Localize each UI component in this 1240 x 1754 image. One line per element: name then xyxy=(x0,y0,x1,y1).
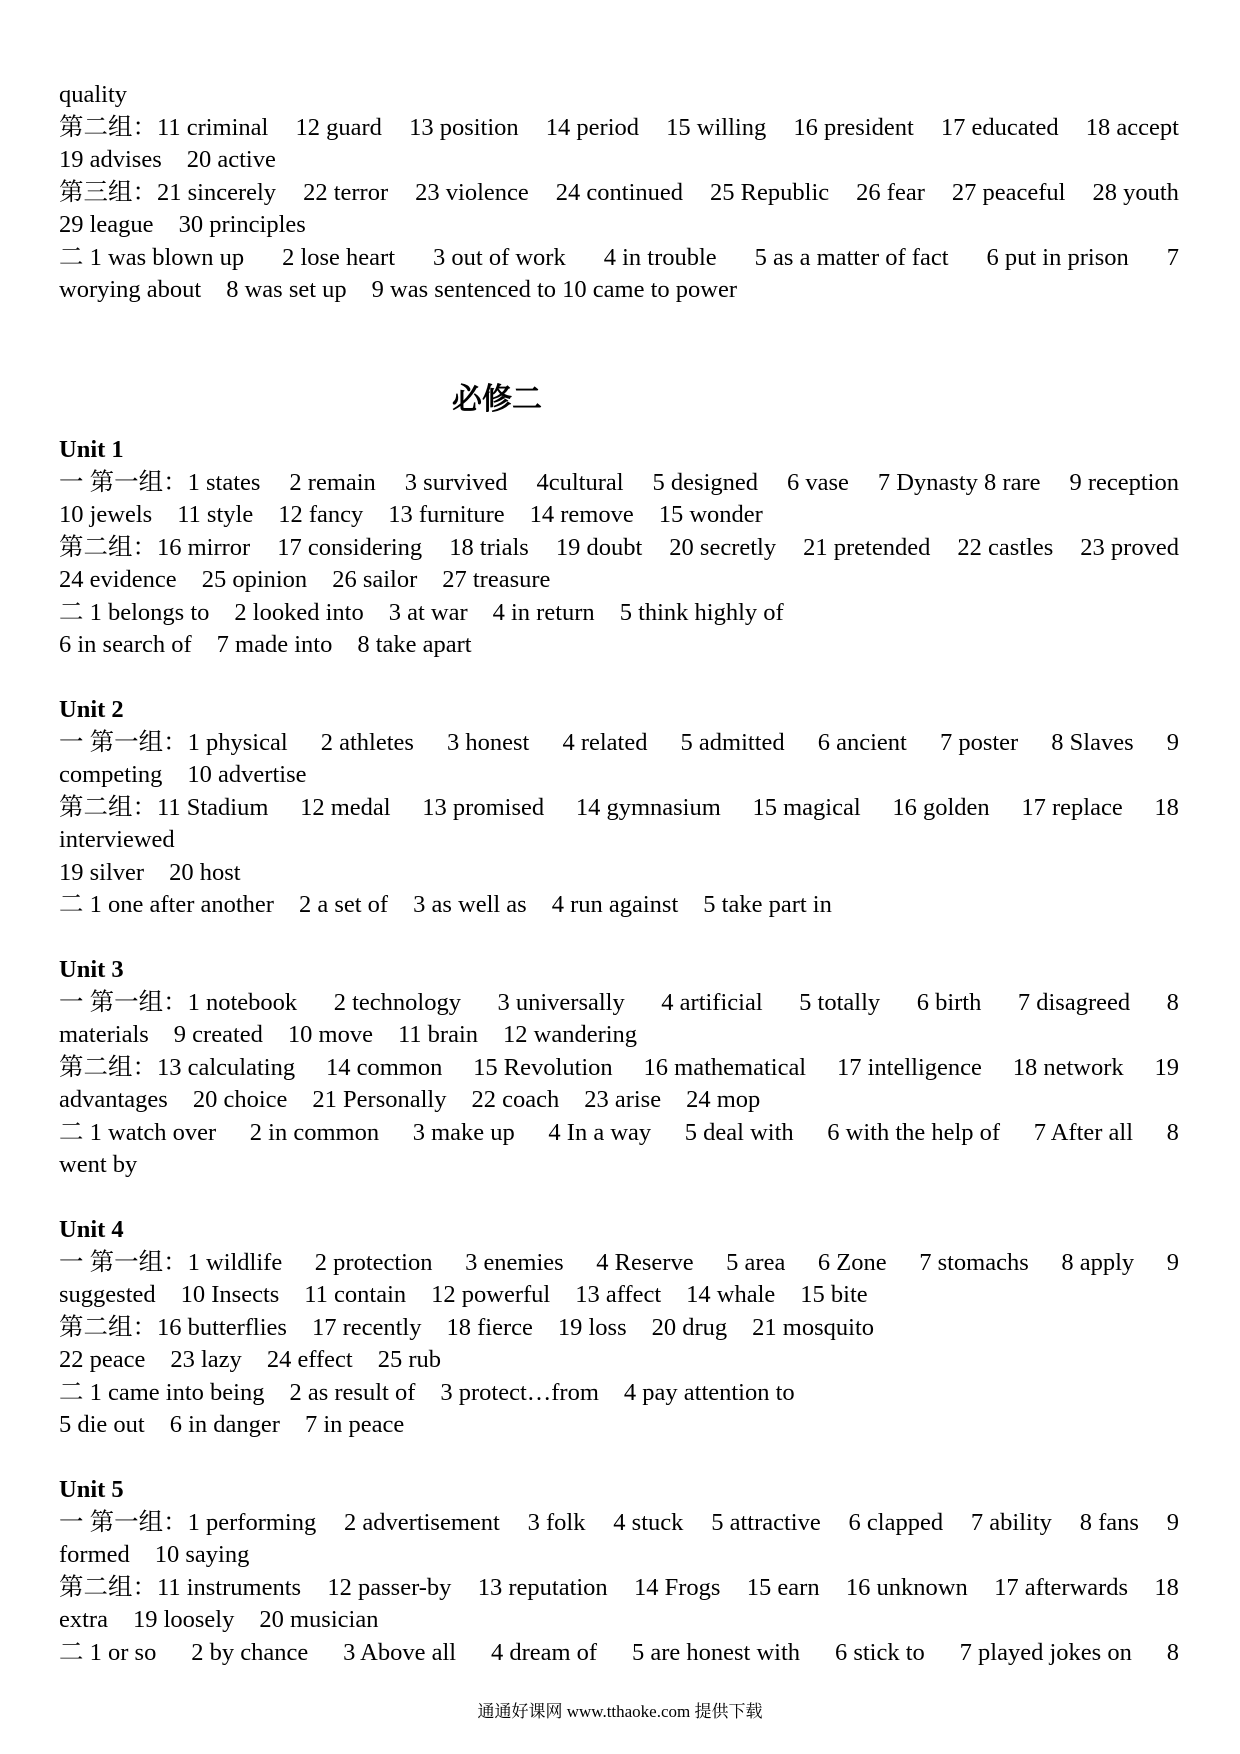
answer-entry: 18 xyxy=(1154,793,1179,821)
answer-entry: 16 mathematical xyxy=(643,1053,807,1081)
answer-entry: 24 mop xyxy=(686,1086,761,1113)
answer-entry: 8 fans xyxy=(1079,1508,1139,1536)
answer-entry: 11 style xyxy=(177,501,254,528)
text-line xyxy=(59,1117,1179,1150)
answer-entry: 9 created xyxy=(173,1021,263,1048)
text-line xyxy=(59,857,1179,890)
text-line xyxy=(59,1572,1179,1605)
answer-entry: 2 in common xyxy=(249,1118,380,1146)
answer-entry: 18 fierce xyxy=(446,1313,533,1341)
text-line xyxy=(59,759,1179,792)
answer-entry: 8 xyxy=(1166,1638,1179,1666)
answer-entry: 5 admitted xyxy=(680,728,785,756)
text-line xyxy=(59,274,1179,307)
text-line xyxy=(59,467,1179,500)
text-line xyxy=(59,1019,1179,1052)
answer-entry: 6 Zone xyxy=(817,1248,887,1276)
answer-entry: 6 vase xyxy=(786,468,849,496)
page-footer: 通通好课网 www.tthaoke.com 提供下载 xyxy=(477,1702,763,1721)
answer-entry: 5 think highly of xyxy=(619,598,784,626)
text-line xyxy=(59,79,1179,112)
answer-entry: 9 xyxy=(1166,1248,1179,1276)
answer-entry: 18 network xyxy=(1012,1053,1124,1081)
answer-entry: 17 considering xyxy=(277,533,423,561)
answer-entry: 22 terror xyxy=(303,178,389,206)
answer-entry: 2 a set of xyxy=(298,891,389,918)
text-line xyxy=(59,1344,1179,1377)
answer-entry: 12 medal xyxy=(300,793,391,821)
text-line xyxy=(59,1377,1179,1410)
answer-entry: 8 xyxy=(1166,1118,1179,1146)
answer-entry: 3 make up xyxy=(412,1118,515,1146)
answer-entry: 二 1 was blown up xyxy=(59,243,245,271)
answer-entry: 第二组：16 mirror xyxy=(59,533,251,561)
answer-entry: 第二组：11 Stadium xyxy=(59,793,269,821)
answer-entry: 13 affect xyxy=(575,1281,662,1308)
answer-entry: 9 xyxy=(1166,1508,1179,1536)
answer-entry: 23 lazy xyxy=(170,1346,242,1373)
answer-entry: 2 protection xyxy=(314,1248,433,1276)
answer-entry: 一 第一组：1 performing xyxy=(59,1508,317,1536)
text-line xyxy=(59,564,1179,597)
answer-entry: 第二组：13 calculating xyxy=(59,1053,296,1081)
answer-entry: 5 deal with xyxy=(684,1118,794,1146)
answer-entry: 23 violence xyxy=(415,178,529,206)
answer-entry: 11 brain xyxy=(397,1021,479,1048)
answer-entry: 4 related xyxy=(562,728,648,756)
answer-entry: 一 第一组：1 physical xyxy=(59,728,288,756)
answer-entry: 15 magical xyxy=(752,793,861,821)
text-line xyxy=(59,1409,1179,1442)
answer-entry: advantages xyxy=(59,1086,168,1113)
answer-entry: 27 treasure xyxy=(442,566,551,593)
text-line xyxy=(59,112,1179,145)
unit-title: Unit 5 xyxy=(59,1476,124,1503)
answer-entry: 第二组：16 butterflies xyxy=(59,1313,287,1341)
unit-section xyxy=(59,1474,1179,1669)
answer-entry: 22 peace xyxy=(59,1346,146,1373)
text-line xyxy=(59,209,1179,242)
answer-entry: 二 1 one after another xyxy=(59,891,274,918)
answer-entry: 6 in danger xyxy=(169,1411,280,1438)
answer-entry: 5 designed xyxy=(652,468,759,496)
answer-entry: 4 run against xyxy=(551,891,679,918)
text-line xyxy=(59,1149,1179,1182)
answer-entry: 4 Reserve xyxy=(596,1248,694,1276)
answer-entry: 16 president xyxy=(793,113,914,141)
answer-entry: 3 survived xyxy=(404,468,508,496)
answer-entry: 13 promised xyxy=(422,793,545,821)
text-line xyxy=(59,727,1179,760)
answer-entry: 4 pay attention to xyxy=(623,1378,795,1406)
answer-entry: 18 trials xyxy=(449,533,529,561)
answer-entry: 19 doubt xyxy=(555,533,643,561)
answer-entry: 8 take apart xyxy=(357,631,472,658)
answer-entry: extra xyxy=(59,1606,108,1633)
answer-entry: 22 coach xyxy=(471,1086,560,1113)
text-line xyxy=(59,1637,1179,1670)
answer-entry: 4 dream of xyxy=(490,1638,598,1666)
answer-entry: 二 1 came into being xyxy=(59,1378,265,1406)
answer-entry: 17 replace xyxy=(1021,793,1123,821)
answer-entry: 5 attractive xyxy=(711,1508,821,1536)
answer-entry: 3 as well as xyxy=(413,891,527,918)
answer-entry: 7 in peace xyxy=(304,1411,405,1438)
answer-entry: competing xyxy=(59,761,163,788)
answer-entry: 第二组：11 instruments xyxy=(59,1573,302,1601)
answer-entry: 12 passer-by xyxy=(327,1573,452,1601)
text-line xyxy=(59,792,1179,825)
answer-entry: 19 loss xyxy=(557,1313,627,1341)
answer-entry: 7 After all xyxy=(1033,1118,1134,1146)
answer-entry: 14 remove xyxy=(529,501,634,528)
unit-section xyxy=(59,954,1179,1182)
answer-entry: 28 youth xyxy=(1092,178,1179,206)
unit-section xyxy=(59,694,1179,922)
answer-entry: 11 contain xyxy=(304,1281,407,1308)
answer-entry: 30 principles xyxy=(178,211,306,238)
answer-entry: 5 as a matter of fact xyxy=(754,243,949,271)
answer-entry: 20 drug xyxy=(651,1313,728,1341)
unit-title: Unit 1 xyxy=(59,436,124,463)
answer-entry: 6 in search of xyxy=(59,631,192,658)
answer-entry: 17 afterwards xyxy=(994,1573,1129,1601)
answer-entry: 14 Frogs xyxy=(634,1573,721,1601)
answer-entry: 15 bite xyxy=(800,1281,868,1308)
text-line xyxy=(59,144,1179,177)
answer-entry: 4 In a way xyxy=(548,1118,652,1146)
answer-entry: 第二组：11 criminal xyxy=(59,113,269,141)
answer-entry: 19 xyxy=(1154,1053,1179,1081)
answer-entry: 24 effect xyxy=(266,1346,353,1373)
answer-entry: worying about xyxy=(59,276,202,303)
answer-entry: 7 poster xyxy=(939,728,1019,756)
text-line xyxy=(59,1312,1179,1345)
answer-entry: 6 stick to xyxy=(834,1638,925,1666)
answer-entry: 7 ability xyxy=(970,1508,1052,1536)
answer-entry: 9 was sentenced to 10 came to power xyxy=(371,276,738,303)
answer-entry: 4 in trouble xyxy=(603,243,717,271)
answer-entry: 6 put in prison xyxy=(986,243,1129,271)
answer-entry: 24 evidence xyxy=(59,566,177,593)
answer-entry: 二 1 or so xyxy=(59,1638,157,1666)
answer-entry: 15 wonder xyxy=(658,501,763,528)
answer-entry: 2 advertisement xyxy=(344,1508,500,1536)
answer-entry: 6 birth xyxy=(916,988,982,1016)
previous-section-continuation xyxy=(59,79,1179,307)
answer-entry: suggested xyxy=(59,1281,156,1308)
answer-entry: 24 continued xyxy=(555,178,684,206)
answer-entry: 3 honest xyxy=(447,728,530,756)
answer-entry: 4cultural xyxy=(536,468,624,496)
unit-title: Unit 4 xyxy=(59,1216,124,1243)
answer-entry: 3 Above all xyxy=(343,1638,457,1666)
answer-entry: 5 take part in xyxy=(703,891,832,918)
answer-entry: 3 at war xyxy=(388,598,468,626)
answer-entry: 17 intelligence xyxy=(836,1053,982,1081)
answer-entry: 21 Personally xyxy=(312,1086,447,1113)
answer-entry: 15 willing xyxy=(666,113,767,141)
text-line xyxy=(59,1084,1179,1117)
answer-entry: 22 castles xyxy=(957,533,1054,561)
answer-entry: 26 fear xyxy=(856,178,925,206)
units-container xyxy=(59,434,1179,1669)
answer-entry: 8 Slaves xyxy=(1051,728,1134,756)
answer-entry: 17 educated xyxy=(940,113,1059,141)
answer-entry: 20 active xyxy=(186,146,276,173)
answer-entry: 9 xyxy=(1166,728,1179,756)
answer-entry: 17 recently xyxy=(311,1313,422,1341)
answer-entry: 7 disagreed xyxy=(1017,988,1131,1016)
answer-entry: 2 athletes xyxy=(320,728,414,756)
answer-entry: 12 fancy xyxy=(278,501,364,528)
answer-entry: interviewed xyxy=(59,826,175,853)
answer-entry: 23 proved xyxy=(1080,533,1179,561)
answer-entry: 19 silver xyxy=(59,858,145,886)
answer-entry: 5 totally xyxy=(799,988,881,1016)
answer-entry: 27 peaceful xyxy=(951,178,1066,206)
answer-entry: 21 mosquito xyxy=(752,1313,875,1341)
answer-entry: 14 common xyxy=(325,1053,443,1081)
text-line xyxy=(59,1247,1179,1280)
answer-entry: 14 gymnasium xyxy=(575,793,721,821)
answer-entry: 3 enemies xyxy=(465,1248,564,1276)
unit-title: Unit 2 xyxy=(59,696,124,723)
answer-entry: 8 xyxy=(1166,988,1179,1016)
answer-entry: 10 jewels xyxy=(59,501,153,528)
text-line xyxy=(59,1052,1179,1085)
unit-section xyxy=(59,434,1179,662)
answer-entry: 8 was set up xyxy=(226,276,347,303)
answer-entry: went by xyxy=(59,1151,138,1178)
answer-entry: 2 by chance xyxy=(191,1638,309,1666)
text-line xyxy=(59,177,1179,210)
answer-entry: formed xyxy=(59,1541,130,1568)
answer-entry: 3 out of work xyxy=(433,243,566,271)
answer-entry: 14 period xyxy=(545,113,640,141)
answer-entry: 6 clapped xyxy=(848,1508,944,1536)
unit-title: Unit 3 xyxy=(59,956,124,983)
answer-entry: 20 secretly xyxy=(669,533,777,561)
answer-entry: 2 as result of xyxy=(289,1378,416,1406)
answer-entry: 2 lose heart xyxy=(282,243,396,271)
answer-entry: materials xyxy=(59,1021,149,1048)
text-line xyxy=(59,597,1179,630)
answer-entry: 一 第一组：1 states xyxy=(59,468,261,496)
answer-entry: 一 第一组：1 wildlife xyxy=(59,1248,283,1276)
answer-entry: 4 artificial xyxy=(661,988,763,1016)
answer-entry: 一 第一组：1 notebook xyxy=(59,988,298,1016)
answer-entry: 19 loosely xyxy=(132,1606,235,1633)
answer-entry: 7 xyxy=(1166,243,1179,271)
text-line xyxy=(59,499,1179,532)
answer-entry: 21 pretended xyxy=(803,533,931,561)
answer-entry: 3 protect…from xyxy=(440,1378,599,1406)
answer-entry: 4 stuck xyxy=(613,1508,684,1536)
answer-entry: 26 sailor xyxy=(332,566,418,593)
answer-entry: 5 die out xyxy=(59,1411,145,1438)
answer-entry: 2 remain xyxy=(289,468,376,496)
answer-entry: 13 furniture xyxy=(388,501,505,528)
answer-entry: 16 golden xyxy=(892,793,990,821)
answer-entry: 10 move xyxy=(287,1021,373,1048)
answer-entry: 20 musician xyxy=(259,1606,379,1633)
answer-entry: 10 advertise xyxy=(187,761,307,788)
answer-entry: 16 unknown xyxy=(845,1573,968,1601)
text-line xyxy=(59,889,1179,922)
answer-entry: 23 arise xyxy=(584,1086,662,1113)
answer-entry: 20 choice xyxy=(192,1086,288,1113)
answer-entry: quality xyxy=(59,81,128,108)
answer-entry: 3 folk xyxy=(527,1508,586,1536)
answer-entry: 5 are honest with xyxy=(631,1638,801,1666)
answer-entry: 5 area xyxy=(726,1248,786,1276)
answer-entry: 8 apply xyxy=(1061,1248,1135,1276)
text-line xyxy=(59,1539,1179,1572)
answer-entry: 7 Dynasty 8 rare xyxy=(877,468,1041,496)
answer-entry: 18 accept xyxy=(1085,113,1179,141)
text-line xyxy=(59,629,1179,662)
answer-entry: 14 whale xyxy=(686,1281,776,1308)
answer-entry: 6 with the help of xyxy=(827,1118,1001,1146)
answer-entry: 20 host xyxy=(169,858,241,886)
answer-entry: 3 universally xyxy=(497,988,625,1016)
answer-entry: 6 ancient xyxy=(817,728,907,756)
answer-entry: 19 advises xyxy=(59,146,162,173)
text-line xyxy=(59,532,1179,565)
answer-entry: 12 guard xyxy=(295,113,382,141)
answer-entry: 12 powerful xyxy=(431,1281,551,1308)
answer-entry: 25 opinion xyxy=(201,566,308,593)
document-content xyxy=(59,79,1179,1669)
answer-entry: 7 made into xyxy=(216,631,333,658)
answer-entry: 15 earn xyxy=(746,1573,820,1601)
answer-entry: 7 stomachs xyxy=(919,1248,1029,1276)
text-line xyxy=(59,1604,1179,1637)
answer-entry: 2 looked into xyxy=(234,598,364,626)
answer-entry: 10 Insects xyxy=(180,1281,280,1308)
section-heading: 必修二 xyxy=(452,383,542,416)
answer-entry: 15 Revolution xyxy=(473,1053,613,1081)
text-line xyxy=(59,1507,1179,1540)
answer-entry: 第三组：21 sincerely xyxy=(59,178,277,206)
answer-entry: 10 saying xyxy=(154,1541,250,1568)
text-line xyxy=(59,987,1179,1020)
answer-entry: 二 1 watch over xyxy=(59,1118,217,1146)
unit-section xyxy=(59,1214,1179,1442)
answer-entry: 25 Republic xyxy=(710,178,830,206)
text-line xyxy=(59,242,1179,275)
answer-entry: 12 wandering xyxy=(503,1021,638,1048)
answer-entry: 4 in return xyxy=(492,598,595,626)
answer-entry: 13 reputation xyxy=(477,1573,608,1601)
answer-entry: 9 reception xyxy=(1069,468,1179,496)
text-line xyxy=(59,824,1179,857)
answer-entry: 29 league xyxy=(59,211,154,238)
answer-entry: 18 xyxy=(1154,1573,1179,1601)
answer-entry: 13 position xyxy=(409,113,519,141)
answer-entry: 7 played jokes on xyxy=(959,1638,1132,1666)
answer-entry: 2 technology xyxy=(333,988,461,1016)
text-line xyxy=(59,1279,1179,1312)
answer-entry: 25 rub xyxy=(377,1346,442,1373)
answer-entry: 二 1 belongs to xyxy=(59,598,210,626)
